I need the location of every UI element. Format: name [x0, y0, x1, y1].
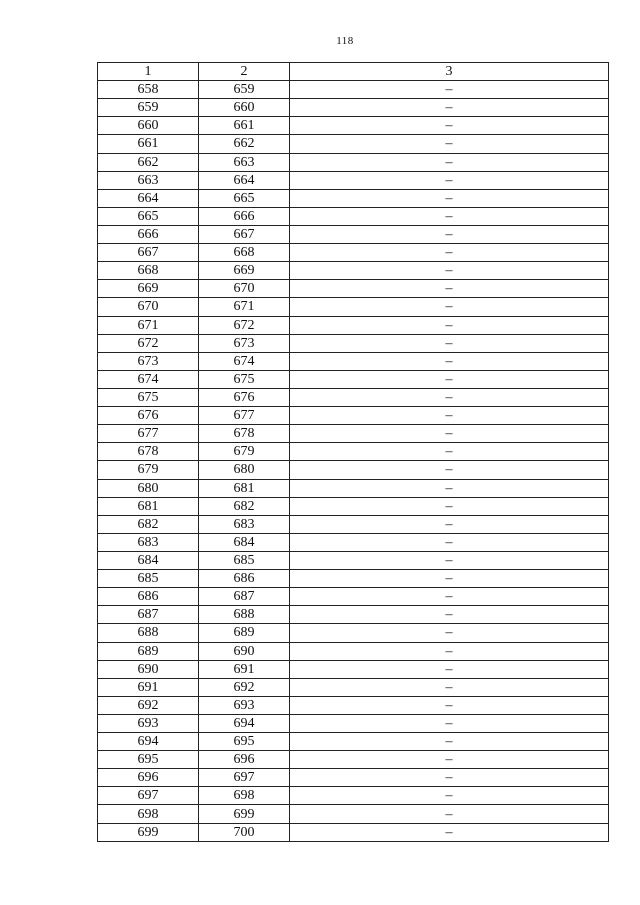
cell-col-3: – — [290, 588, 609, 606]
table-row — [98, 497, 609, 515]
cell-col-3: – — [290, 262, 609, 280]
cell-col-1: 690 — [98, 660, 199, 678]
cell-col-2: 678 — [199, 425, 290, 443]
cell-col-2: 660 — [199, 99, 290, 117]
table-row — [98, 678, 609, 696]
cell-col-1: 689 — [98, 642, 199, 660]
cell-col-1: 660 — [98, 117, 199, 135]
table-row — [98, 751, 609, 769]
cell-col-2: 696 — [199, 751, 290, 769]
column-header-1: 1 — [98, 63, 199, 81]
table-row — [98, 588, 609, 606]
table-row — [98, 262, 609, 280]
cell-col-3: – — [290, 769, 609, 787]
cell-col-3: – — [290, 298, 609, 316]
cell-col-2: 666 — [199, 207, 290, 225]
table-row — [98, 388, 609, 406]
cell-col-3: – — [290, 515, 609, 533]
cell-col-2: 669 — [199, 262, 290, 280]
cell-col-1: 696 — [98, 769, 199, 787]
cell-col-2: 697 — [199, 769, 290, 787]
cell-col-1: 694 — [98, 733, 199, 751]
cell-col-1: 695 — [98, 751, 199, 769]
cell-col-1: 699 — [98, 823, 199, 841]
cell-col-1: 661 — [98, 135, 199, 153]
page-number: 118 — [336, 35, 354, 47]
cell-col-2: 664 — [199, 171, 290, 189]
cell-col-3: – — [290, 551, 609, 569]
table-row — [98, 171, 609, 189]
cell-col-2: 689 — [199, 624, 290, 642]
cell-col-1: 684 — [98, 551, 199, 569]
cell-col-3: – — [290, 425, 609, 443]
table-row — [98, 769, 609, 787]
table-row — [98, 515, 609, 533]
cell-col-2: 692 — [199, 678, 290, 696]
table-row — [98, 624, 609, 642]
table-row — [98, 533, 609, 551]
table-row — [98, 660, 609, 678]
cell-col-1: 686 — [98, 588, 199, 606]
table-row — [98, 443, 609, 461]
cell-col-1: 667 — [98, 244, 199, 262]
cell-col-2: 680 — [199, 461, 290, 479]
cell-col-2: 677 — [199, 407, 290, 425]
cell-col-1: 691 — [98, 678, 199, 696]
cell-col-2: 674 — [199, 352, 290, 370]
cell-col-1: 665 — [98, 207, 199, 225]
table-row — [98, 714, 609, 732]
table-row — [98, 551, 609, 569]
cell-col-3: – — [290, 660, 609, 678]
cell-col-2: 673 — [199, 334, 290, 352]
cell-col-3: – — [290, 479, 609, 497]
table-row — [98, 81, 609, 99]
cell-col-1: 678 — [98, 443, 199, 461]
cell-col-3: – — [290, 696, 609, 714]
cell-col-3: – — [290, 81, 609, 99]
cell-col-3: – — [290, 570, 609, 588]
table-row — [98, 207, 609, 225]
cell-col-3: – — [290, 99, 609, 117]
cell-col-3: – — [290, 207, 609, 225]
cell-col-1: 685 — [98, 570, 199, 588]
table-body — [98, 81, 609, 842]
cell-col-2: 683 — [199, 515, 290, 533]
table-row — [98, 642, 609, 660]
cell-col-3: – — [290, 135, 609, 153]
table-row — [98, 805, 609, 823]
header-row — [98, 63, 609, 81]
cell-col-3: – — [290, 533, 609, 551]
table-row — [98, 99, 609, 117]
table-row — [98, 298, 609, 316]
table-row — [98, 407, 609, 425]
cell-col-1: 682 — [98, 515, 199, 533]
cell-col-1: 676 — [98, 407, 199, 425]
cell-col-3: – — [290, 388, 609, 406]
cell-col-3: – — [290, 443, 609, 461]
cell-col-3: – — [290, 461, 609, 479]
table-row — [98, 117, 609, 135]
table-row — [98, 787, 609, 805]
cell-col-2: 693 — [199, 696, 290, 714]
cell-col-1: 697 — [98, 787, 199, 805]
cell-col-2: 675 — [199, 370, 290, 388]
cell-col-1: 674 — [98, 370, 199, 388]
cell-col-1: 687 — [98, 606, 199, 624]
cell-col-3: – — [290, 678, 609, 696]
cell-col-1: 683 — [98, 533, 199, 551]
cell-col-2: 684 — [199, 533, 290, 551]
table-row — [98, 352, 609, 370]
table-header — [98, 63, 609, 81]
cell-col-3: – — [290, 189, 609, 207]
cell-col-3: – — [290, 714, 609, 732]
table-row — [98, 334, 609, 352]
cell-col-2: 662 — [199, 135, 290, 153]
cell-col-1: 671 — [98, 316, 199, 334]
cell-col-2: 670 — [199, 280, 290, 298]
cell-col-2: 691 — [199, 660, 290, 678]
cell-col-2: 676 — [199, 388, 290, 406]
cell-col-3: – — [290, 497, 609, 515]
cell-col-2: 694 — [199, 714, 290, 732]
cell-col-2: 672 — [199, 316, 290, 334]
table-row — [98, 135, 609, 153]
cell-col-3: – — [290, 642, 609, 660]
cell-col-3: – — [290, 153, 609, 171]
cell-col-1: 681 — [98, 497, 199, 515]
cell-col-3: – — [290, 733, 609, 751]
cell-col-1: 666 — [98, 225, 199, 243]
cell-col-1: 669 — [98, 280, 199, 298]
cell-col-3: – — [290, 787, 609, 805]
cell-col-2: 690 — [199, 642, 290, 660]
cell-col-2: 686 — [199, 570, 290, 588]
cell-col-3: – — [290, 624, 609, 642]
cell-col-1: 693 — [98, 714, 199, 732]
cell-col-1: 680 — [98, 479, 199, 497]
cell-col-2: 665 — [199, 189, 290, 207]
cell-col-1: 673 — [98, 352, 199, 370]
cell-col-3: – — [290, 225, 609, 243]
table-row — [98, 316, 609, 334]
table-row — [98, 733, 609, 751]
cell-col-1: 698 — [98, 805, 199, 823]
cell-col-3: – — [290, 334, 609, 352]
cell-col-2: 699 — [199, 805, 290, 823]
cell-col-2: 695 — [199, 733, 290, 751]
cell-col-1: 662 — [98, 153, 199, 171]
cell-col-2: 679 — [199, 443, 290, 461]
cell-col-3: – — [290, 606, 609, 624]
table-row — [98, 606, 609, 624]
cell-col-2: 685 — [199, 551, 290, 569]
cell-col-1: 659 — [98, 99, 199, 117]
cell-col-2: 661 — [199, 117, 290, 135]
cell-col-2: 671 — [199, 298, 290, 316]
cell-col-2: 681 — [199, 479, 290, 497]
cell-col-3: – — [290, 805, 609, 823]
cell-col-3: – — [290, 171, 609, 189]
cell-col-2: 698 — [199, 787, 290, 805]
cell-col-2: 700 — [199, 823, 290, 841]
cell-col-3: – — [290, 823, 609, 841]
cell-col-1: 679 — [98, 461, 199, 479]
table-row — [98, 425, 609, 443]
table-row — [98, 479, 609, 497]
cell-col-3: – — [290, 751, 609, 769]
cell-col-2: 682 — [199, 497, 290, 515]
cell-col-1: 688 — [98, 624, 199, 642]
cell-col-3: – — [290, 407, 609, 425]
cell-col-2: 687 — [199, 588, 290, 606]
cell-col-1: 675 — [98, 388, 199, 406]
table-row — [98, 696, 609, 714]
cell-col-3: – — [290, 352, 609, 370]
cell-col-3: – — [290, 316, 609, 334]
cell-col-1: 658 — [98, 81, 199, 99]
table-row — [98, 370, 609, 388]
table-row — [98, 280, 609, 298]
cell-col-1: 664 — [98, 189, 199, 207]
cell-col-3: – — [290, 370, 609, 388]
cell-col-1: 663 — [98, 171, 199, 189]
cell-col-1: 672 — [98, 334, 199, 352]
table-row — [98, 570, 609, 588]
cell-col-1: 677 — [98, 425, 199, 443]
column-header-2: 2 — [199, 63, 290, 81]
cell-col-2: 688 — [199, 606, 290, 624]
column-header-3: 3 — [290, 63, 609, 81]
table-row — [98, 823, 609, 841]
cell-col-3: – — [290, 244, 609, 262]
cell-col-3: – — [290, 117, 609, 135]
cell-col-3: – — [290, 280, 609, 298]
cell-col-2: 659 — [199, 81, 290, 99]
cell-col-1: 668 — [98, 262, 199, 280]
cell-col-2: 663 — [199, 153, 290, 171]
cell-col-2: 667 — [199, 225, 290, 243]
data-table — [97, 62, 609, 842]
table-row — [98, 153, 609, 171]
table-row — [98, 189, 609, 207]
cell-col-2: 668 — [199, 244, 290, 262]
table-row — [98, 461, 609, 479]
table-row — [98, 225, 609, 243]
table-row — [98, 244, 609, 262]
cell-col-1: 692 — [98, 696, 199, 714]
cell-col-1: 670 — [98, 298, 199, 316]
